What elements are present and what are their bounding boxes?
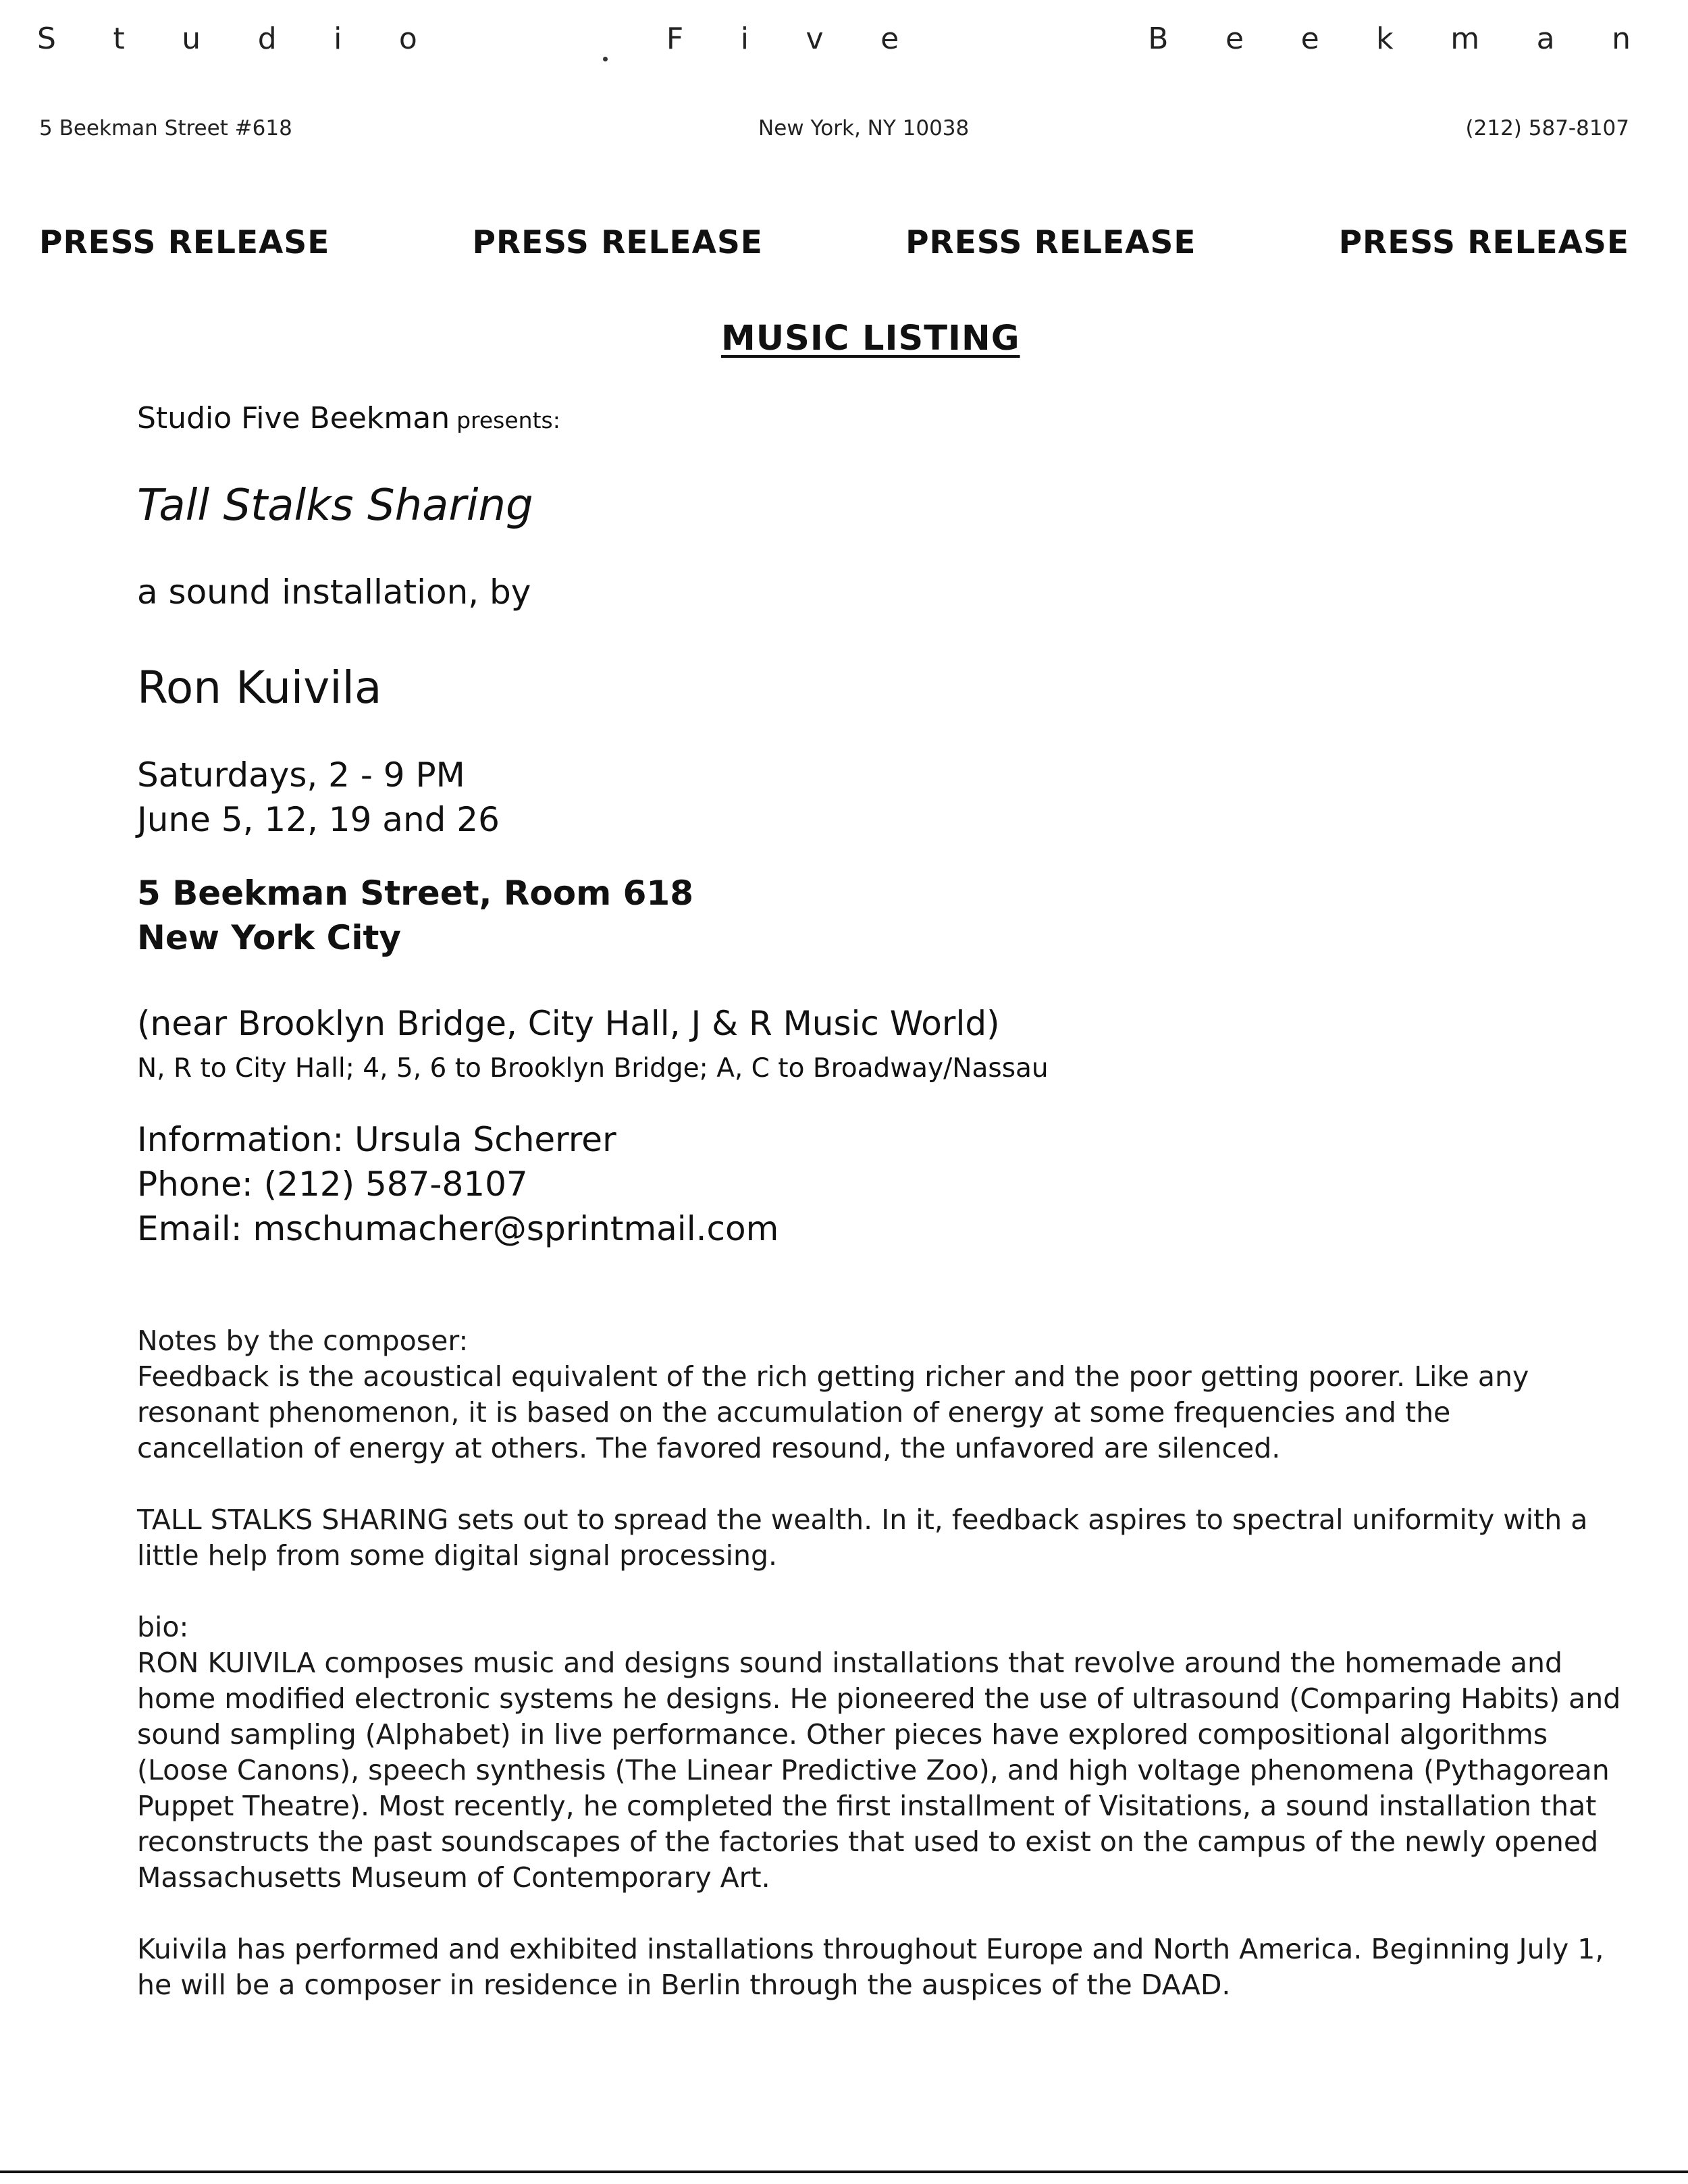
masthead-letter: u <box>182 21 201 56</box>
masthead-letter: e <box>880 21 899 56</box>
masthead-letter: v <box>806 21 824 56</box>
masthead-letter: t <box>113 21 125 56</box>
masthead-letter: i <box>740 21 749 56</box>
bio-paragraph: Kuivila has performed and exhibited installations throughout Europe and North America. Beginning July 1, he will be a composer in residence in Berlin through the auspices of the DAAD. <box>137 1933 1604 2001</box>
masthead-letter: o <box>398 21 417 56</box>
press-release-label: PRESS RELEASE <box>905 224 1196 261</box>
composer-notes <box>137 1323 1623 2039</box>
nearby-landmarks: (near Brooklyn Bridge, City Hall, J & R Music World) <box>137 1004 1000 1043</box>
masthead-dot <box>603 57 608 61</box>
press-release-label: PRESS RELEASE <box>1338 224 1629 261</box>
schedule <box>137 753 500 842</box>
artist-name: Ron Kuivila <box>137 662 382 714</box>
bio-paragraph: RON KUIVILA composes music and designs sound installations that revolve around the homemade and home modified electronic systems he designs. He pioneered the use of ultrasound (Comparing Habits) and sound sampling (Alphabet) in live performance. Other pieces have explored compositional algorithms (Loose Canons), speech synthesis (The Linear Predictive Zoo), and high voltage phenomena (Pythagorean Puppet Theatre). Most recently, he completed the first installment of Visitations, a sound installation that reconstructs the past soundscapes of the factories that used to exist on the campus of the newly opened Massachusetts Museum of Contemporary Art. <box>137 1647 1621 1894</box>
masthead-letter: e <box>1300 21 1319 56</box>
music-listing-heading: MUSIC LISTING <box>721 319 1020 358</box>
bottom-edge-line <box>0 2170 1688 2173</box>
press-release-banner <box>39 224 1629 261</box>
masthead-letter: S <box>37 21 56 56</box>
masthead-letter: k <box>1376 21 1394 56</box>
subway-directions: N, R to City Hall; 4, 5, 6 to Brooklyn Bridge; A, C to Broadway/Nassau <box>137 1053 1049 1084</box>
press-release-label: PRESS RELEASE <box>472 224 763 261</box>
masthead-letter: F <box>666 21 684 56</box>
masthead-letter: d <box>257 21 277 56</box>
presenter-name: Studio Five Beekman <box>137 401 450 435</box>
bio-block <box>137 1609 1623 1896</box>
info-contact: Information: Ursula Scherrer <box>137 1120 616 1159</box>
schedule-days: Saturdays, 2 - 9 PM <box>137 755 465 795</box>
info-phone: Phone: (212) 587-8107 <box>137 1165 528 1204</box>
notes-label: Notes by the composer: <box>137 1325 469 1357</box>
info-email: Email: mschumacher@sprintmail.com <box>137 1209 779 1248</box>
city-state-zip: New York, NY 10038 <box>758 116 970 140</box>
studio-phone: (212) 587-8107 <box>1465 116 1629 140</box>
masthead-letter: i <box>334 21 342 56</box>
address-row <box>39 116 1629 140</box>
venue-address: 5 Beekman Street, Room 618 <box>137 874 693 913</box>
masthead-letter: B <box>1148 21 1169 56</box>
venue-city: New York City <box>137 918 401 957</box>
contact-info <box>137 1117 779 1251</box>
presenter-line <box>137 401 560 435</box>
masthead-letter: e <box>1225 21 1244 56</box>
press-release-label: PRESS RELEASE <box>39 224 330 261</box>
notes-paragraph: TALL STALKS SHARING sets out to spread the wealth. In it, feedback aspires to spectral uniformity with a little help from some digital signal processing. <box>137 1503 1588 1572</box>
notes-block <box>137 1323 1623 1466</box>
street-address: 5 Beekman Street #618 <box>39 116 292 140</box>
event-subtitle: a sound installation, by <box>137 572 531 612</box>
schedule-dates: June 5, 12, 19 and 26 <box>137 800 500 839</box>
masthead-studio-five-beekman <box>37 15 1631 62</box>
masthead-letter: m <box>1450 21 1480 56</box>
bio-label: bio: <box>137 1611 189 1643</box>
masthead-letter: a <box>1536 21 1555 56</box>
presents-word: presents: <box>456 407 560 433</box>
masthead-letter: n <box>1612 21 1631 56</box>
notes-paragraph: Feedback is the acoustical equivalent of the rich getting richer and the poor getting poorer. Like any resonant phenomenon, it is based on the accumulation of energy at some frequencies and the cancellation of energy at others. The favored resound, the unfavored are silenced. <box>137 1360 1529 1464</box>
event-title: Tall Stalks Sharing <box>137 481 533 531</box>
venue <box>137 871 693 960</box>
